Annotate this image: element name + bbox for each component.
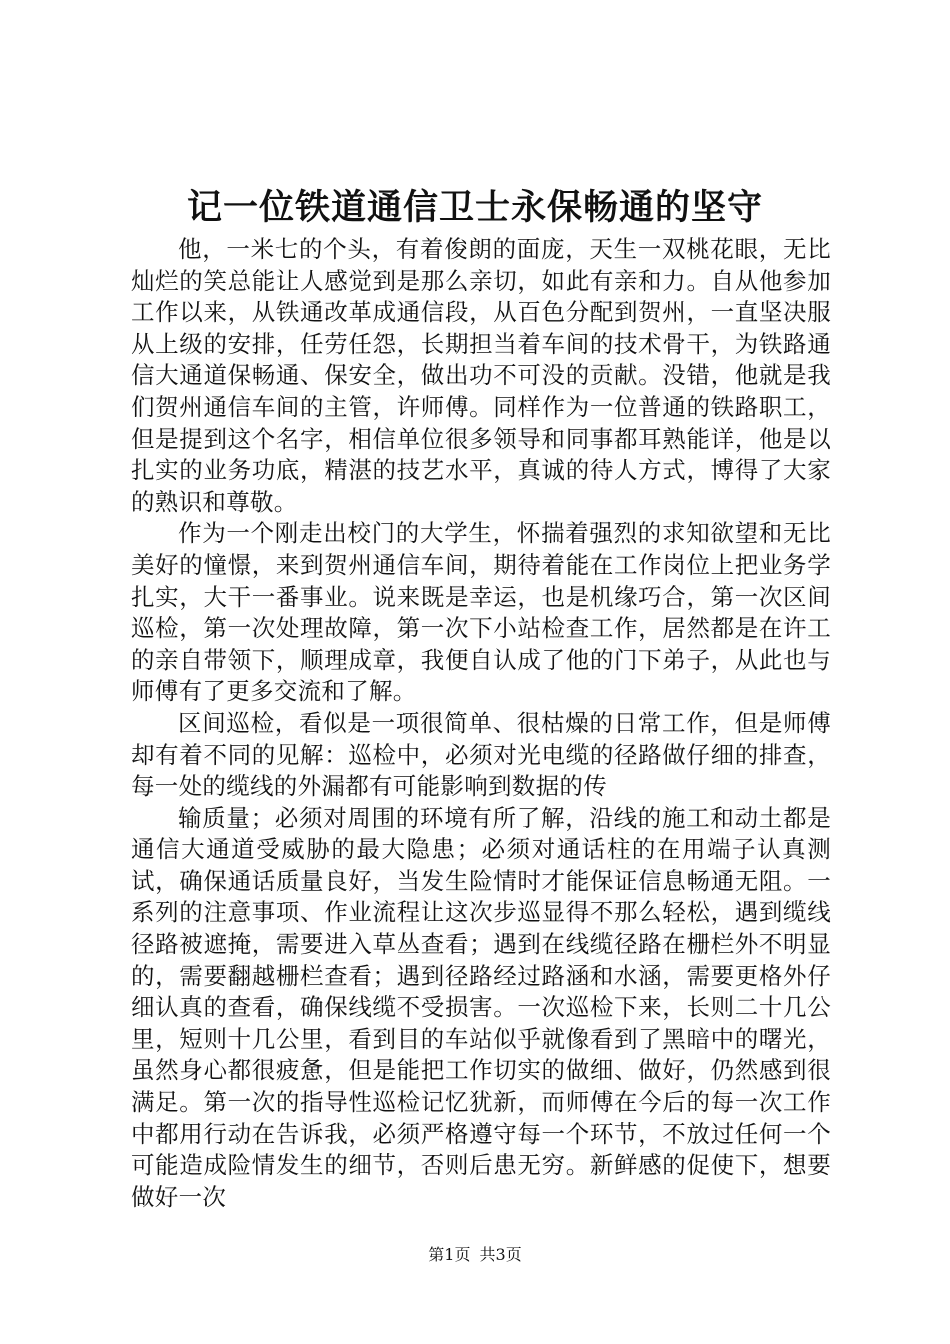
- page-number: 第1页: [428, 1245, 471, 1264]
- paragraph-4: 输质量；必须对周围的环境有所了解，沿线的施工和动土都是通信大通道受威胁的最大隐患；必须对通话柱的在用端子认真测试，确保通话质量良好，当发生险情时才能保证信息畅通无阻。一系列的注意事项、作业流程让这次步巡显得不那么轻松，遇到缆线径路被遮掩，需要进入草丛查看；遇到在线缆径路在栅栏外不明显的，需要翻越栅栏查看；遇到径路经过路涵和水涵，需要更格外仔细认真的查看，确保线缆不受损害。一次巡检下来，长则二十几公里，短则十几公里，看到目的车站似乎就像看到了黑暗中的曙光，虽然身心都很疲惫，但是能把工作切实的做细、做好，仍然感到很满足。第一次的指导性巡检记忆犹新，而师傅在今后的每一次工作中都用行动在告诉我，必须严格遵守每一个环节，不放过任何一个可能造成险情发生的细节，否则后患无穷。新鲜感的促使下，想要做好一次: [131, 803, 831, 1211]
- page-footer: [0, 1244, 950, 1266]
- page-total: 共3页: [479, 1245, 522, 1264]
- paragraph-1: 他，一米七的个头，有着俊朗的面庞，天生一双桃花眼，无比灿烂的笑总能让人感觉到是那么亲切，如此有亲和力。自从他参加工作以来，从铁通改革成通信段，从百色分配到贺州，一直坚决服从上级的安排，任劳任怨，长期担当着车间的技术骨干，为铁路通信大通道保畅通、保安全，做出功不可没的贡献。没错，他就是我们贺州通信车间的主管，许师傅。同样作为一位普通的铁路职工，但是提到这个名字，相信单位很多领导和同事都耳熟能详，他是以扎实的业务功底，精湛的技艺水平，真诚的待人方式，博得了大家的熟识和尊敬。: [131, 235, 831, 516]
- document-body: [131, 234, 831, 1213]
- paragraph-3: 区间巡检，看似是一项很简单、很枯燥的日常工作，但是师傅却有着不同的见解：巡检中，必须对光电缆的径路做仔细的排查，每一处的缆线的外漏都有可能影响到数据的传: [131, 708, 831, 801]
- paragraph-2: 作为一个刚走出校门的大学生，怀揣着强烈的求知欲望和无比美好的憧憬，来到贺州通信车间，期待着能在工作岗位上把业务学扎实，大干一番事业。说来既是幸运，也是机缘巧合，第一次区间巡检，第一次处理故障，第一次下小站检查工作，居然都是在许工的亲自带领下，顺理成章，我便自认成了他的门下弟子，从此也与师傅有了更多交流和了解。: [131, 519, 831, 706]
- document-title: 记一位铁道通信卫士永保畅通的坚守: [186, 187, 763, 228]
